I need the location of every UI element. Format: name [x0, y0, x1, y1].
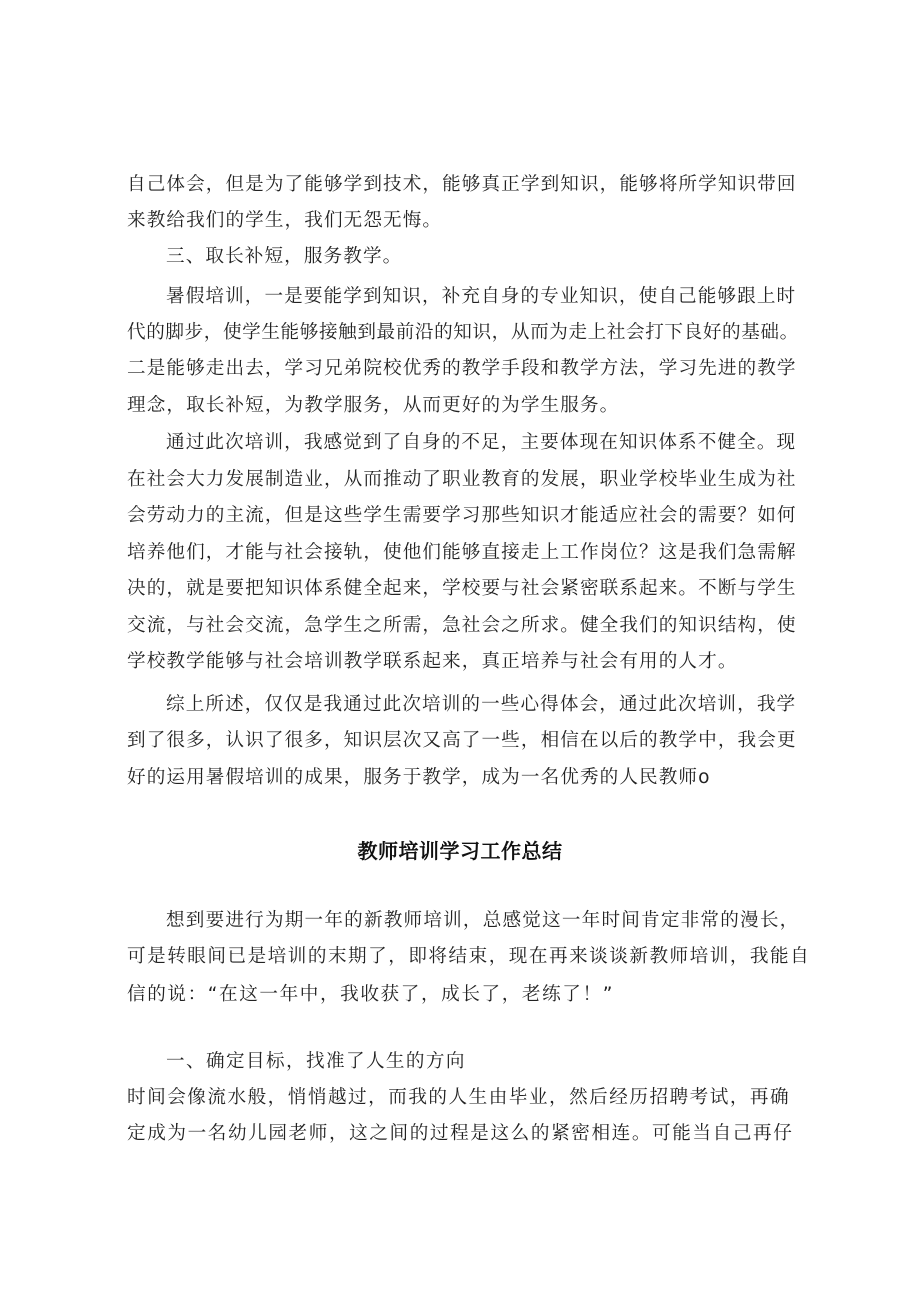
paragraph-line: 会劳动力的主流，但是这些学生需要学习那些知识才能适应社会的需要？如何: [127, 505, 797, 526]
paragraph-line: 信的说：“在这一年中，我收获了，成长了，老练了！”: [127, 984, 614, 1005]
paragraph-line: 二是能够走出去，学习兄弟院校优秀的教学手段和教学方法，学习先进的教学: [127, 358, 797, 379]
paragraph-line: 代的脚步，使学生能够接触到最前沿的知识，从而为走上社会打下良好的基础。: [127, 322, 799, 343]
paragraph-line: 暑假培训，一是要能学到知识，补充自身的专业知识，使自己能够跟上时: [166, 286, 797, 307]
paragraph-line: 通过此次培训，我感觉到了自身的不足，主要体现在知识体系不健全。现: [166, 432, 797, 453]
subsection-heading: 一、确定目标，找准了人生的方向: [166, 1051, 466, 1072]
paragraph-line: 理念，取长补短，为教学服务，从而更好的为学生服务。: [127, 395, 620, 416]
paragraph-line: 想到要进行为期一年的新教师培训，总感觉这一年时间肯定非常的漫长，: [166, 910, 800, 931]
paragraph-line: 好的运用暑假培训的成果，服务于教学，成为一名优秀的人民教师o: [127, 767, 711, 788]
section-title: 教师培训学习工作总结: [357, 839, 563, 863]
paragraph-line: 来教给我们的学生，我们无怨无悔。: [127, 210, 443, 231]
paragraph-line: 学校教学能够与社会培训教学联系起来，真正培养与社会有用的人才。: [127, 651, 738, 672]
paragraph-line: 自己体会，但是为了能够学到技术，能够真正学到知识，能够将所学知识带回: [127, 174, 797, 195]
paragraph-line: 在社会大力发展制造业，从而推动了职业教育的发展，职业学校毕业生成为社: [127, 469, 797, 490]
paragraph-line: 决的，就是要把知识体系健全起来，学校要与社会紧密联系起来。不断与学生: [127, 578, 797, 599]
paragraph-line: 可是转眼间已是培训的末期了，即将结束，现在再来谈谈新教师培训，我能自: [127, 946, 811, 967]
paragraph-line: 培养他们，才能与社会接轨，使他们能够直接走上工作岗位？这是我们急需解: [127, 542, 797, 563]
paragraph-line: 交流，与社会交流，急学生之所需，急社会之所求。健全我们的知识结构，使: [127, 615, 797, 636]
section-heading: 三、取长补短，服务教学。: [166, 246, 403, 267]
paragraph-line: 综上所述，仅仅是我通过此次培训的一些心得体会，通过此次培训，我学: [166, 694, 797, 715]
paragraph-line: 定成为一名幼儿园老师，这之间的过程是这么的紧密相连。可能当自己再仔: [127, 1123, 794, 1144]
paragraph-line: 时间会像流水般，悄悄越过，而我的人生由毕业，然后经历招聘考试，再确: [127, 1087, 791, 1108]
paragraph-line: 到了很多，认识了很多，知识层次又高了一些，相信在以后的教学中，我会更: [127, 730, 797, 751]
